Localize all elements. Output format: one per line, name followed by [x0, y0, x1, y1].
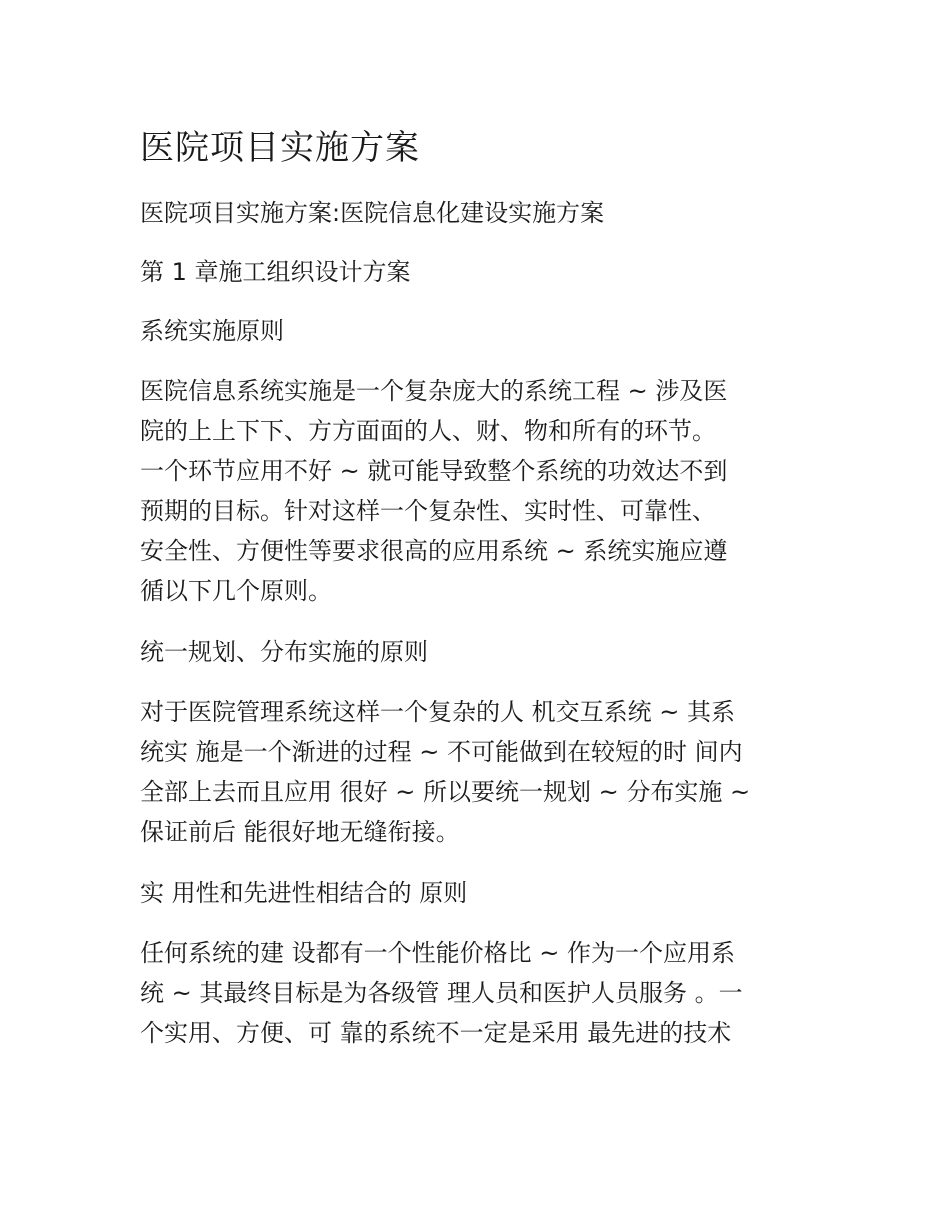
intro-paragraph: [140, 371, 810, 611]
paragraph-line: 统实 施是一个渐进的过程 ~ 不可能做到在较短的时 间内: [140, 738, 743, 766]
paragraph-line: 统 ~ 其最终目标是为各级管 理人员和医护人员服务 。一: [140, 979, 743, 1007]
section-heading-unified: 统一规划、分布实施的原则: [140, 638, 428, 666]
paragraph-line: 预期的目标。针对这样一个复杂性、实时性、可靠性、: [140, 497, 716, 525]
unified-paragraph: [140, 692, 810, 852]
section-heading-principles: 系统实施原则: [140, 317, 284, 345]
paragraph-line: 对于医院管理系统这样一个复杂的人 机交互系统 ~ 其系: [140, 698, 735, 726]
chapter-heading: 第 1 章施工组织设计方案: [140, 258, 411, 286]
section-heading-practical: 实 用性和先进性相结合的 原则: [140, 879, 468, 907]
document-subtitle: 医院项目实施方案:医院信息化建设实施方案: [140, 199, 605, 227]
document-title: 医院项目实施方案: [140, 128, 420, 168]
paragraph-line: 保证前后 能很好地无缝衔接。: [140, 818, 460, 846]
paragraph-line: 循以下几个原则。: [140, 577, 332, 605]
paragraph-line: 个实用、方便、可 靠的系统不一定是采用 最先进的技术: [140, 1019, 732, 1047]
paragraph-line: 安全性、方便性等要求很高的应用系统 ~ 系统实施应遵: [140, 537, 728, 565]
paragraph-line: 全部上去而且应用 很好 ~ 所以要统一规划 ~ 分布实施 ~: [140, 778, 751, 806]
paragraph-line: 院的上上下下、方方面面的人、财、物和所有的环节。: [140, 417, 716, 445]
paragraph-line: 任何系统的建 设都有一个性能价格比 ~ 作为一个应用系: [140, 939, 735, 967]
practical-paragraph: [140, 933, 810, 1053]
paragraph-line: 一个环节应用不好 ~ 就可能导致整个系统的功效达不到: [140, 457, 728, 485]
paragraph-line: 医院信息系统实施是一个复杂庞大的系统工程 ~ 涉及医: [140, 377, 728, 405]
